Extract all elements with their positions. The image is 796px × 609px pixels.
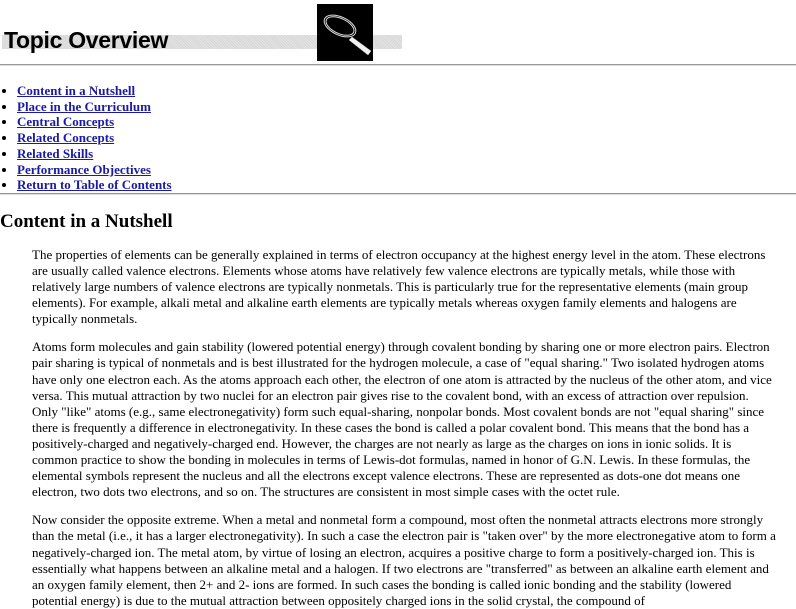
toc-link-performance-objectives[interactable]: Performance Objectives [17, 161, 151, 177]
paragraph: Atoms form molecules and gain stability (lowered potential energy) through covalent bonding by sharing one or more electron pairs. Electron pair sharing is typical of nonmetals and is best illustrated for the hydrogen molecule, a case of "equal sharing." Two isolated hydrogen atoms have only one electron each. As the atoms approach each other, the electron of one atom is attracted by the nucleus of the other atom, and vice versa. This mutual attraction by two nuclei for an electron pair gives rise to the covalent bond, with an excess of attraction over repulsion. Only "like" atoms (e.g., same electronegativity) form such equal-sharing, nonpolar bonds. Most covalent bonds are not "equal sharing" since there is frequently a difference in electronegativity. In these cases the bond is called a polar covalent bond. This means that the bond has a positively-charged and negatively-charged end. However, the charges are not nearly as large as the charges on ions in ionic solids. It is common practice to show the bonding in molecules in terms of Lewis-dot formulas, named in honor of G.N. Lewis. In these formulas, the elemental symbols represent the nucleus and all the electrons except valence electrons. These are represented as dots-one dot means one electron, two dots two electrons, and so on. The structures are consistent in most simple cases with the octet rule. [32, 339, 772, 500]
toc-item [17, 146, 796, 162]
toc-item [17, 83, 796, 99]
divider [0, 193, 796, 195]
toc-link-central-concepts[interactable]: Central Concepts [17, 114, 115, 130]
section-heading: Content in a Nutshell [0, 210, 173, 232]
page-title: Topic Overview [4, 27, 169, 53]
toc-link-related-skills[interactable]: Related Skills [17, 145, 94, 161]
toc-item [17, 114, 796, 130]
page-banner [0, 0, 796, 64]
magnifying-glass-icon [317, 4, 373, 61]
toc-item [17, 99, 796, 115]
divider [0, 64, 796, 66]
toc-link-related-concepts[interactable]: Related Concepts [17, 130, 115, 146]
toc-link-content-in-a-nutshell[interactable]: Content in a Nutshell [17, 83, 136, 98]
toc-link-place-in-the-curriculum[interactable]: Place in the Curriculum [17, 98, 151, 114]
table-of-contents [0, 83, 796, 193]
section-content [32, 247, 796, 609]
toc-link-return-to-table-of-contents[interactable]: Return to Table of Contents [17, 177, 172, 193]
toc-item [17, 162, 796, 178]
toc-item [17, 130, 796, 146]
toc-item [17, 177, 796, 193]
paragraph: The properties of elements can be generally explained in terms of electron occupancy at the highest energy level in the atom. These electrons are usually called valence electrons. Elements whose atoms have relatively few valence electrons are typically metals, while those with relatively large numbers of valence electrons are typically nonmetals. This is particularly true for the representative elements (main group elements). For example, alkali metal and alkaline earth elements are typically metals whereas oxygen family elements and halogens are typically nonmetals. [32, 246, 766, 327]
paragraph: Now consider the opposite extreme. When a metal and nonmetal form a compound, most often the nonmetal attracts electrons more strongly than the metal (i.e., it has a larger electronegativity). In such a case the electron pair is "taken over" by the more electronegative atom to form a negatively-charged ion. The metal atom, by virtue of losing an electron, acquires a positive charge to form a positively-charged ion. This is essentially what happens between an alkaline metal and a halogen. If two electrons are "transferred" as between an alkaline earth element and an oxygen family element, then 2+ and 2- ions are formed. In such cases the bonding is called ionic bonding and the stability (lowered potential energy) is due to the mutual attraction between oppositely charged ions in the solid crystal, the compound of [32, 512, 776, 608]
